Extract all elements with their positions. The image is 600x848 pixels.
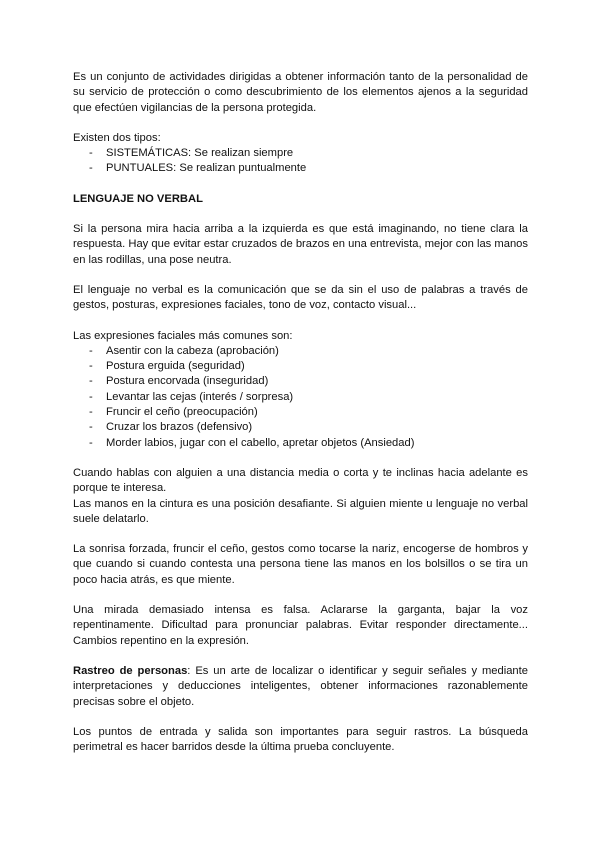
list-item-text: SISTEMÁTICAS: Se realizan siempre [106,147,294,160]
expressions-list [73,344,528,451]
types-heading: Existen dos tipos: [73,131,161,144]
dash-bullet: - [89,406,93,419]
types-list [73,146,528,177]
paragraph-entry-points: Los puntos de entrada y salida son importantes para seguir rastros. La búsqueda perimetral es hacer barridos desde la última prueba concluyente. [73,725,528,754]
list-item-text: Cruzar los brazos (defensivo) [106,421,253,434]
list-item [73,359,528,374]
list-item-text: Fruncir el ceño (preocupación) [106,406,258,419]
dash-bullet: - [89,421,93,434]
dash-bullet: - [89,162,93,175]
list-item [73,420,528,435]
paragraph-mirada: Si la persona mira hacia arriba a la izquierda es que está imaginando, no tiene clara la respuesta. Hay que evitar estar cruzados de brazos en una entrevista, mejor con las manos en las rodillas, una pose neutra. [73,223,528,266]
rastreo-definition: : Es un arte de localizar o identificar y seguir señales y mediante interpretaciones y deducciones inteligentes, obtener informaciones razonablemente precisas sobre el objeto. [73,664,528,708]
dash-bullet: - [89,344,93,357]
expressions-heading: Las expresiones faciales más comunes son: [73,329,293,342]
dash-bullet: - [89,390,93,403]
paragraph-gaze: Una mirada demasiado intensa es falsa. Aclararse la garganta, bajar la voz repentinamente. Dificultad para pronunciar palabras. Evitar responder directamente... Cambios repentino en la expresión. [73,604,528,647]
list-item [73,344,528,359]
intro-paragraph: Es un conjunto de actividades dirigidas a obtener información tanto de la personalidad de su servicio de protección o como descubrimiento de los elementos ajenos a la seguridad que efectúen vigilancias de la persona protegida. [73,71,528,114]
paragraph-definition: El lenguaje no verbal es la comunicación que se da sin el uso de palabras a través de gestos, posturas, expresiones faciales, tono de voz, contacto visual... [73,283,528,312]
list-item-text: Postura encorvada (inseguridad) [106,375,269,388]
dash-bullet: - [89,147,93,160]
list-item [73,390,528,405]
list-item [73,374,528,389]
list-item [73,161,528,176]
list-item-text: Postura erguida (seguridad) [106,360,245,373]
dash-bullet: - [89,360,93,373]
list-item [73,405,528,420]
list-item-text: Asentir con la cabeza (aprobación) [106,344,279,357]
dash-bullet: - [89,375,93,388]
section-title: LENGUAJE NO VERBAL [73,192,203,205]
dash-bullet: - [89,436,93,449]
list-item [73,436,528,451]
rastreo-term: Rastreo de personas [73,664,188,677]
list-item [73,146,528,161]
list-item-text: Levantar las cejas (interés / sorpresa) [106,390,294,403]
document-page [73,70,528,755]
paragraph-smile: La sonrisa forzada, fruncir el ceño, gestos como tocarse la nariz, encogerse de hombros y que cuando si cuando contesta una persona tiene las manos en los bolsillos o se tira un poco hacia atrás, es que miente. [73,543,528,586]
list-item-text: PUNTUALES: Se realizan puntualmente [106,162,307,175]
list-item-text: Morder labios, jugar con el cabello, apretar objetos (Ansiedad) [106,436,415,449]
paragraph-rastreo [73,664,528,710]
paragraph-distance: Cuando hablas con alguien a una distancia media o corta y te inclinas hacia adelante es porque te interesa. [73,466,528,495]
paragraph-hands: Las manos en la cintura es una posición desafiante. Si alguien miente u lenguaje no verbal suele delatarlo. [73,497,528,525]
